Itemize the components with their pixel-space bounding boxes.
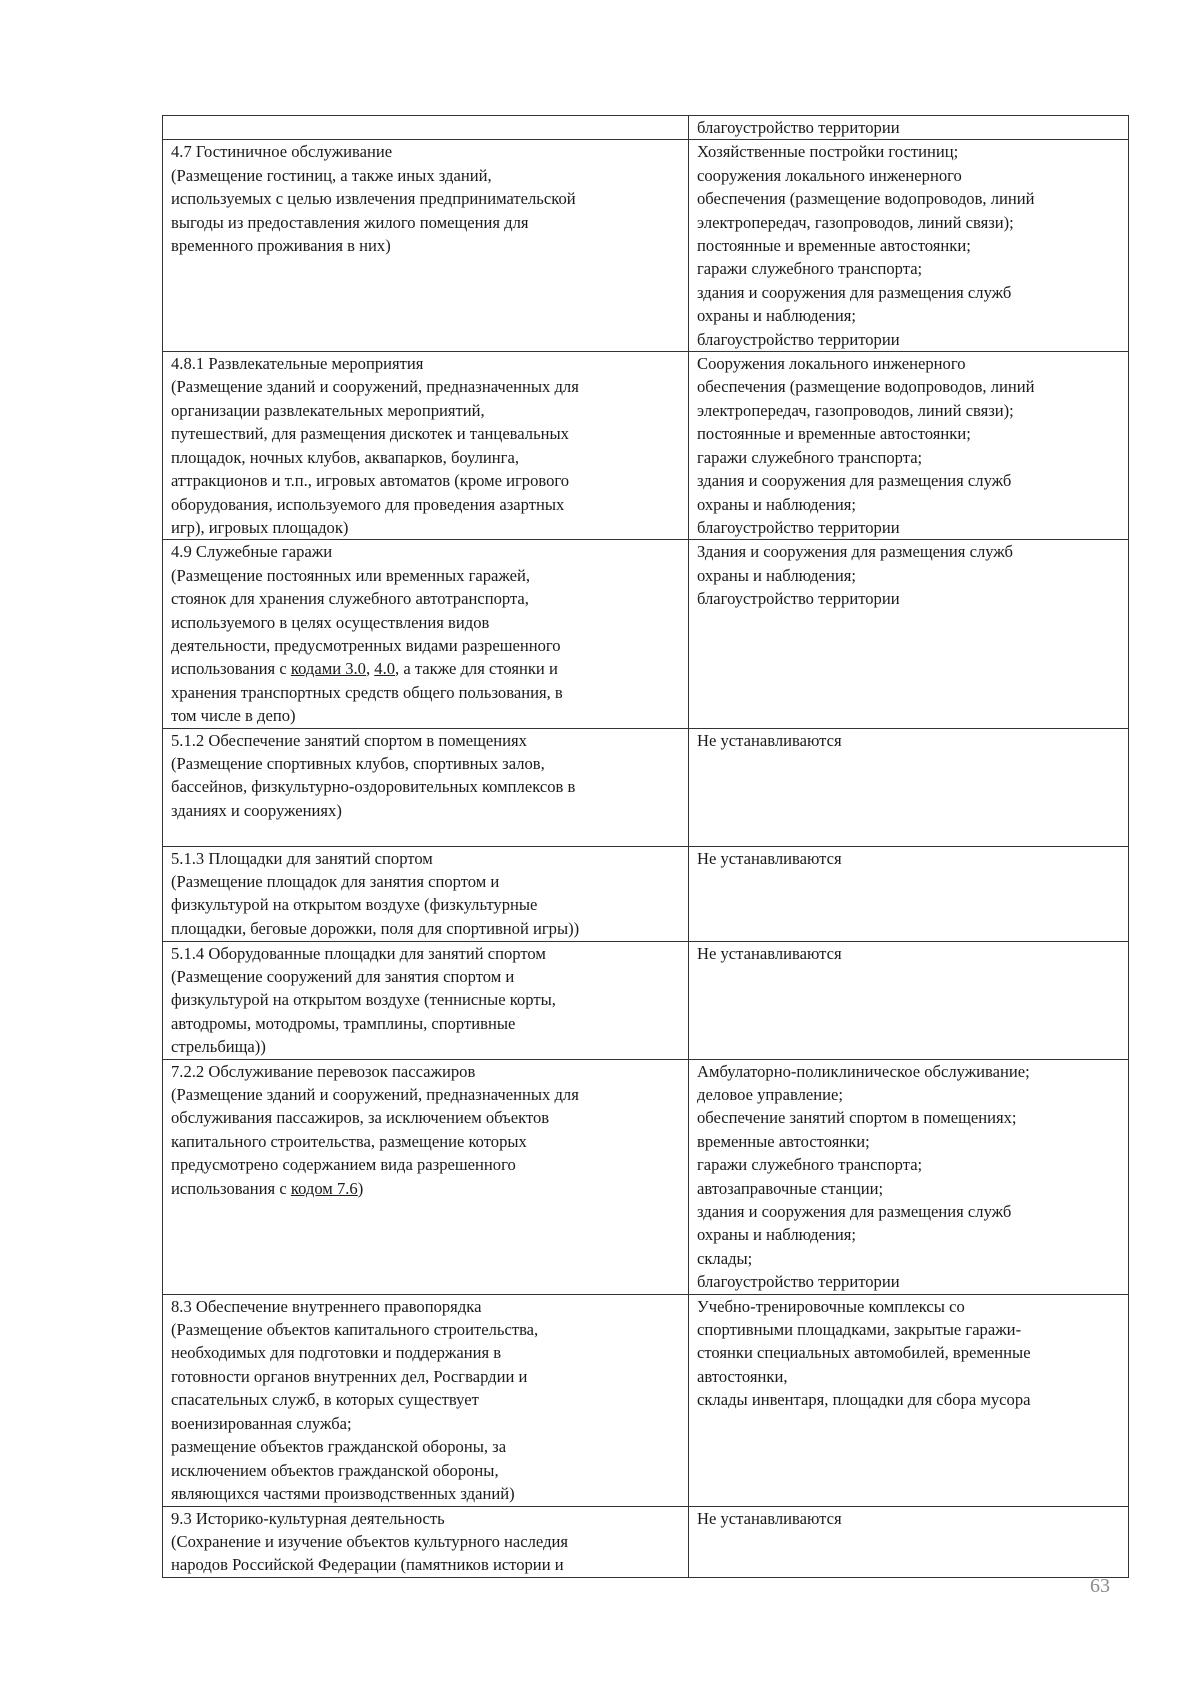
cell-line: склады инвентаря, площадки для сбора мусора	[697, 1390, 1031, 1410]
cell-line: постоянные и временные автостоянки;	[697, 236, 971, 256]
cell-line: 7.2.2 Обслуживание перевозок пассажиров	[171, 1061, 476, 1081]
cell-line: площадок, ночных клубов, аквапарков, боулинга,	[171, 447, 519, 467]
auxiliary-use-cell	[689, 1059, 1129, 1294]
cell-line: 4.9 Служебные гаражи	[171, 542, 333, 562]
cell-line: благоустройство территории	[697, 517, 900, 537]
cell-line: (Размещение зданий и сооружений, предназначенных для	[171, 377, 579, 397]
auxiliary-use-cell	[689, 540, 1129, 728]
table-body	[163, 116, 1129, 1578]
cell-line: народов Российской Федерации (памятников истории и	[171, 1555, 564, 1575]
cell-line: деловое управление;	[697, 1085, 843, 1104]
table-row	[163, 728, 1129, 846]
table-row	[163, 540, 1129, 728]
cell-line: использования с кодом 7.6)	[171, 1178, 364, 1198]
auxiliary-use-cell	[689, 116, 1129, 140]
cell-line: используемого в целях осуществления видов	[171, 612, 490, 632]
use-type-cell	[163, 540, 689, 728]
cell-line: Не устанавливаются	[697, 943, 842, 963]
cell-line: обслуживания пассажиров, за исключением объектов	[171, 1108, 550, 1128]
code-reference-link[interactable]: 4.0	[374, 659, 396, 679]
table-row	[163, 941, 1129, 1059]
cell-line: охраны и наблюдения;	[697, 565, 856, 585]
cell-line: зданиях и сооружениях)	[171, 800, 342, 820]
cell-line: благоустройство территории	[697, 329, 900, 349]
use-type-cell	[163, 352, 689, 540]
cell-line: (Размещение объектов капитального строительства,	[171, 1320, 539, 1340]
auxiliary-use-cell	[689, 1506, 1129, 1577]
cell-line: организации развлекательных мероприятий,	[171, 400, 485, 420]
cell-line: Учебно-тренировочные комплексы со	[697, 1296, 965, 1316]
table-row	[163, 140, 1129, 352]
cell-line: (Размещение площадок для занятия спортом и	[171, 871, 500, 891]
cell-line: Хозяйственные постройки гостиниц;	[697, 142, 959, 162]
cell-line: капитального строительства, размещение которых	[171, 1131, 527, 1151]
cell-line: охраны и наблюдения;	[697, 306, 856, 326]
cell-line: аттракционов и т.п., игровых автоматов (кроме игрового	[171, 471, 570, 491]
auxiliary-use-cell	[689, 1294, 1129, 1506]
cell-line: 8.3 Обеспечение внутреннего правопорядка	[171, 1296, 482, 1316]
cell-line: (Размещение спортивных клубов, спортивных залов,	[171, 753, 545, 773]
use-type-cell	[163, 941, 689, 1059]
table-row	[163, 1506, 1129, 1577]
cell-line: гаражи служебного транспорта;	[697, 259, 923, 279]
land-use-table	[162, 115, 1129, 1578]
cell-line: 4.7 Гостиничное обслуживание	[171, 142, 393, 162]
cell-line: предусмотрено содержанием вида разрешенного	[171, 1155, 516, 1175]
use-type-cell	[163, 1294, 689, 1506]
cell-line: стрельбища))	[171, 1037, 266, 1057]
cell-line: физкультурой на открытом воздухе (физкультурные	[171, 895, 538, 915]
cell-line: здания и сооружения для размещения служб	[697, 1202, 1012, 1222]
cell-line: спасательных служб, в которых существует	[171, 1390, 479, 1410]
table-row	[163, 846, 1129, 941]
cell-line: используемых с целью извлечения предпринимательской	[171, 189, 576, 209]
cell-line: (Размещение постоянных или временных гаражей,	[171, 565, 531, 585]
auxiliary-use-cell	[689, 352, 1129, 540]
cell-line: благоустройство территории	[697, 589, 900, 609]
cell-line: спортивными площадками, закрытые гаражи-	[697, 1320, 1022, 1340]
table-row	[163, 352, 1129, 540]
cell-line: обеспечение занятий спортом в помещениях;	[697, 1108, 1017, 1128]
cell-line: постоянные и временные автостоянки;	[697, 424, 971, 444]
cell-line: 9.3 Историко-культурная деятельность	[171, 1508, 445, 1528]
cell-line: площадки, беговые дорожки, поля для спортивной игры))	[171, 918, 580, 938]
cell-line: путешествий, для размещения дискотек и танцевальных	[171, 424, 569, 444]
cell-line: использования с кодами 3.0, 4.0, а также для стоянки и	[171, 659, 558, 679]
cell-line: Здания и сооружения для размещения служб	[697, 542, 1013, 562]
cell-line: деятельности, предусмотренных видами разрешенного	[171, 635, 561, 655]
cell-line: хранения транспортных средств общего пользования, в	[171, 682, 563, 702]
use-type-cell	[163, 1506, 689, 1577]
cell-line: здания и сооружения для размещения служб	[697, 282, 1012, 302]
table-row	[163, 116, 1129, 140]
cell-line: бассейнов, физкультурно-оздоровительных комплексов в	[171, 777, 576, 797]
cell-line: 5.1.3 Площадки для занятий спортом	[171, 848, 433, 868]
cell-line: стоянки специальных автомобилей, временные	[697, 1343, 1031, 1363]
cell-line: Не устанавливаются	[697, 848, 842, 868]
auxiliary-use-cell	[689, 941, 1129, 1059]
cell-line: выгоды из предоставления жилого помещения для	[171, 212, 529, 232]
auxiliary-use-cell	[689, 728, 1129, 846]
cell-line: гаражи служебного транспорта;	[697, 1155, 923, 1175]
cell-line: (Размещение гостиниц, а также иных зданий,	[171, 165, 492, 185]
cell-line: игр), игровых площадок)	[171, 517, 349, 537]
cell-line: охраны и наблюдения;	[697, 1225, 856, 1245]
cell-line: 5.1.4 Оборудованные площадки для занятий спортом	[171, 943, 546, 963]
cell-line: (Размещение зданий и сооружений, предназначенных для	[171, 1085, 579, 1104]
cell-line: 5.1.2 Обеспечение занятий спортом в помещениях	[171, 730, 527, 750]
cell-line: Сооружения локального инженерного	[697, 354, 966, 374]
cell-line: автодромы, мотодромы, трамплины, спортивные	[171, 1013, 516, 1033]
cell-line: готовности органов внутренних дел, Росгвардии и	[171, 1366, 528, 1386]
cell-line: обеспечения (размещение водопроводов, линий	[697, 377, 1035, 397]
auxiliary-use-cell	[689, 846, 1129, 941]
cell-line: (Размещение сооружений для занятия спортом и	[171, 966, 515, 986]
cell-line: склады;	[697, 1248, 753, 1268]
cell-line: том числе в депо)	[171, 706, 296, 726]
cell-line: исключением объектов гражданской обороны,	[171, 1460, 499, 1480]
cell-line: временные автостоянки;	[697, 1131, 870, 1151]
code-reference-link[interactable]: кодом 7.6	[290, 1178, 358, 1198]
cell-line: автостоянки,	[697, 1366, 788, 1386]
cell-line: сооружения локального инженерного	[697, 165, 962, 185]
cell-line: благоустройство территории	[697, 118, 900, 137]
cell-line: гаражи служебного транспорта;	[697, 447, 923, 467]
cell-line: благоустройство территории	[697, 1272, 900, 1292]
cell-line: автозаправочные станции;	[697, 1178, 884, 1198]
cell-line: размещение объектов гражданской обороны, за	[171, 1437, 507, 1457]
auxiliary-use-cell	[689, 140, 1129, 352]
cell-line: охраны и наблюдения;	[697, 494, 856, 514]
cell-line: временного проживания в них)	[171, 236, 391, 256]
cell-line: электропередач, газопроводов, линий связи);	[697, 400, 1014, 420]
table-row	[163, 1294, 1129, 1506]
cell-line: стоянок для хранения служебного автотранспорта,	[171, 589, 529, 609]
cell-line: физкультурой на открытом воздухе (теннисные корты,	[171, 990, 556, 1010]
use-type-cell	[163, 140, 689, 352]
use-type-cell	[163, 116, 689, 140]
cell-line: электропередач, газопроводов, линий связи);	[697, 212, 1014, 232]
cell-line: (Сохранение и изучение объектов культурного наследия	[171, 1532, 569, 1552]
cell-line: оборудования, используемого для проведения азартных	[171, 494, 565, 514]
cell-line: военизированная служба;	[171, 1413, 352, 1433]
cell-line: Амбулаторно-поликлиническое обслуживание;	[697, 1061, 1030, 1081]
use-type-cell	[163, 728, 689, 846]
cell-line: 4.8.1 Развлекательные мероприятия	[171, 354, 424, 374]
table-row	[163, 1059, 1129, 1294]
cell-line: являющихся частями производственных зданий)	[171, 1483, 515, 1503]
use-type-cell	[163, 846, 689, 941]
cell-line: здания и сооружения для размещения служб	[697, 471, 1012, 491]
code-reference-link[interactable]: кодами 3.0	[290, 659, 366, 679]
use-type-cell	[163, 1059, 689, 1294]
cell-line: Не устанавливаются	[697, 1508, 842, 1528]
page-number: 63	[1090, 1575, 1110, 1597]
cell-line: Не устанавливаются	[697, 730, 842, 750]
cell-line: обеспечения (размещение водопроводов, линий	[697, 189, 1035, 209]
cell-line: необходимых для подготовки и поддержания в	[171, 1343, 502, 1363]
